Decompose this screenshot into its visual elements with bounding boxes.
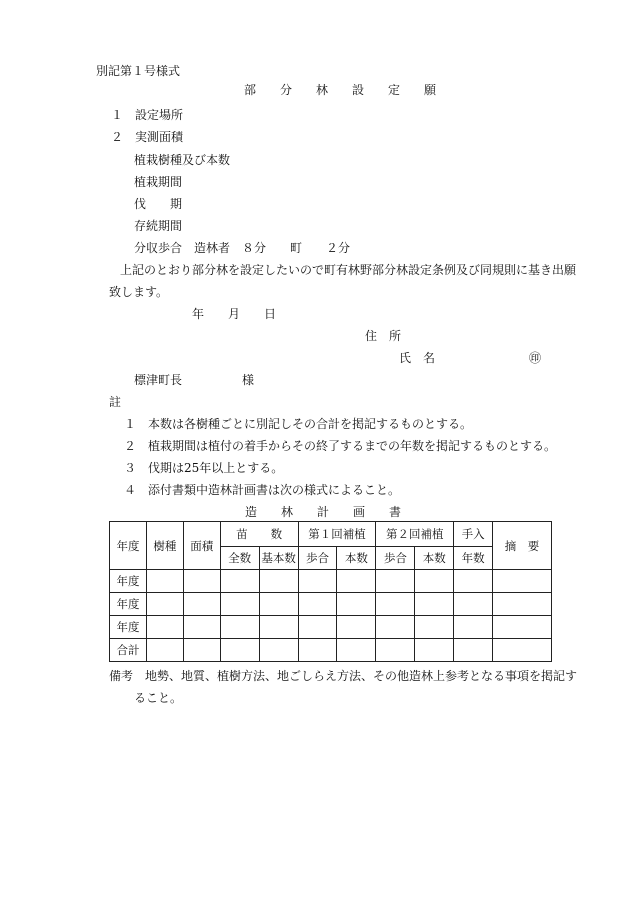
row-label: 年度 [110, 570, 147, 593]
row-label: 年度 [110, 593, 147, 616]
row-label: 合計 [110, 639, 147, 662]
subheader-rate-1: 歩合 [298, 547, 337, 570]
header-care: 手入 [454, 522, 493, 547]
subheader-count-2: 本数 [415, 547, 454, 570]
subheader-total: 全数 [220, 547, 259, 570]
plan-title: 造 林 計 画 書 [245, 505, 402, 519]
header-summary: 摘 要 [493, 522, 552, 570]
body-text-line2: 致します。 [109, 285, 169, 299]
plan-table [109, 521, 552, 662]
row-label: 年度 [110, 616, 147, 639]
seal-mark: ㊞ [529, 351, 542, 365]
table-row-total [110, 639, 552, 662]
remark-line1: 地勢、地質、植樹方法、地ごしらえ方法、その他造林上参考となる事項を掲記す [145, 669, 578, 683]
item-planting-period: 植栽期間 [134, 175, 183, 189]
header-species: 樹種 [146, 522, 183, 570]
table-row [110, 593, 552, 616]
document-title: 部 分 林 設 定 願 [244, 83, 437, 97]
subheader-count-1: 本数 [337, 547, 376, 570]
name-label: 氏 名 [399, 351, 436, 365]
table-row [110, 570, 552, 593]
header-area: 面積 [183, 522, 220, 570]
note-3: ３ 伐期は25年以上とする。 [124, 461, 284, 475]
subheader-rate-2: 歩合 [376, 547, 415, 570]
item-area: ２ 実測面積 [111, 130, 184, 144]
address-label: 住 所 [365, 329, 402, 343]
item-share-ratio: 分収歩合 造林者 ８分 町 ２分 [134, 241, 351, 255]
header-replant-1: 第１回補植 [298, 522, 376, 547]
remark-line2: ること。 [134, 691, 183, 705]
form-label: 別記第１号様式 [96, 64, 181, 78]
note-2: ２ 植栽期間は植付の着手からその終了するまでの年数を掲記するものとする。 [124, 439, 557, 453]
note-1: １ 本数は各樹種ごとに別記しその合計を掲記するものとする。 [124, 417, 473, 431]
table-header-row [110, 522, 552, 547]
item-felling: 伐 期 [134, 197, 183, 211]
header-seedlings: 苗 数 [220, 522, 298, 547]
item-species: 植栽樹種及び本数 [134, 153, 231, 167]
table-row [110, 616, 552, 639]
subheader-years: 年数 [454, 547, 493, 570]
item-duration: 存続期間 [134, 219, 183, 233]
subheader-base: 基本数 [259, 547, 298, 570]
remark-label: 備考 [109, 669, 134, 683]
date-line: 年 月 日 [192, 307, 277, 321]
body-text-line1: 上記のとおり部分林を設定したいので町有林野部分林設定条例及び同規則に基き出願 [120, 263, 577, 277]
item-location: １ 設定場所 [111, 108, 184, 122]
header-year: 年度 [110, 522, 147, 570]
notes-heading: 註 [109, 395, 122, 409]
addressee: 標津町長 様 [134, 373, 255, 387]
header-replant-2: 第２回補植 [376, 522, 454, 547]
note-4: ４ 添付書類中造林計画書は次の様式によること。 [124, 483, 401, 497]
